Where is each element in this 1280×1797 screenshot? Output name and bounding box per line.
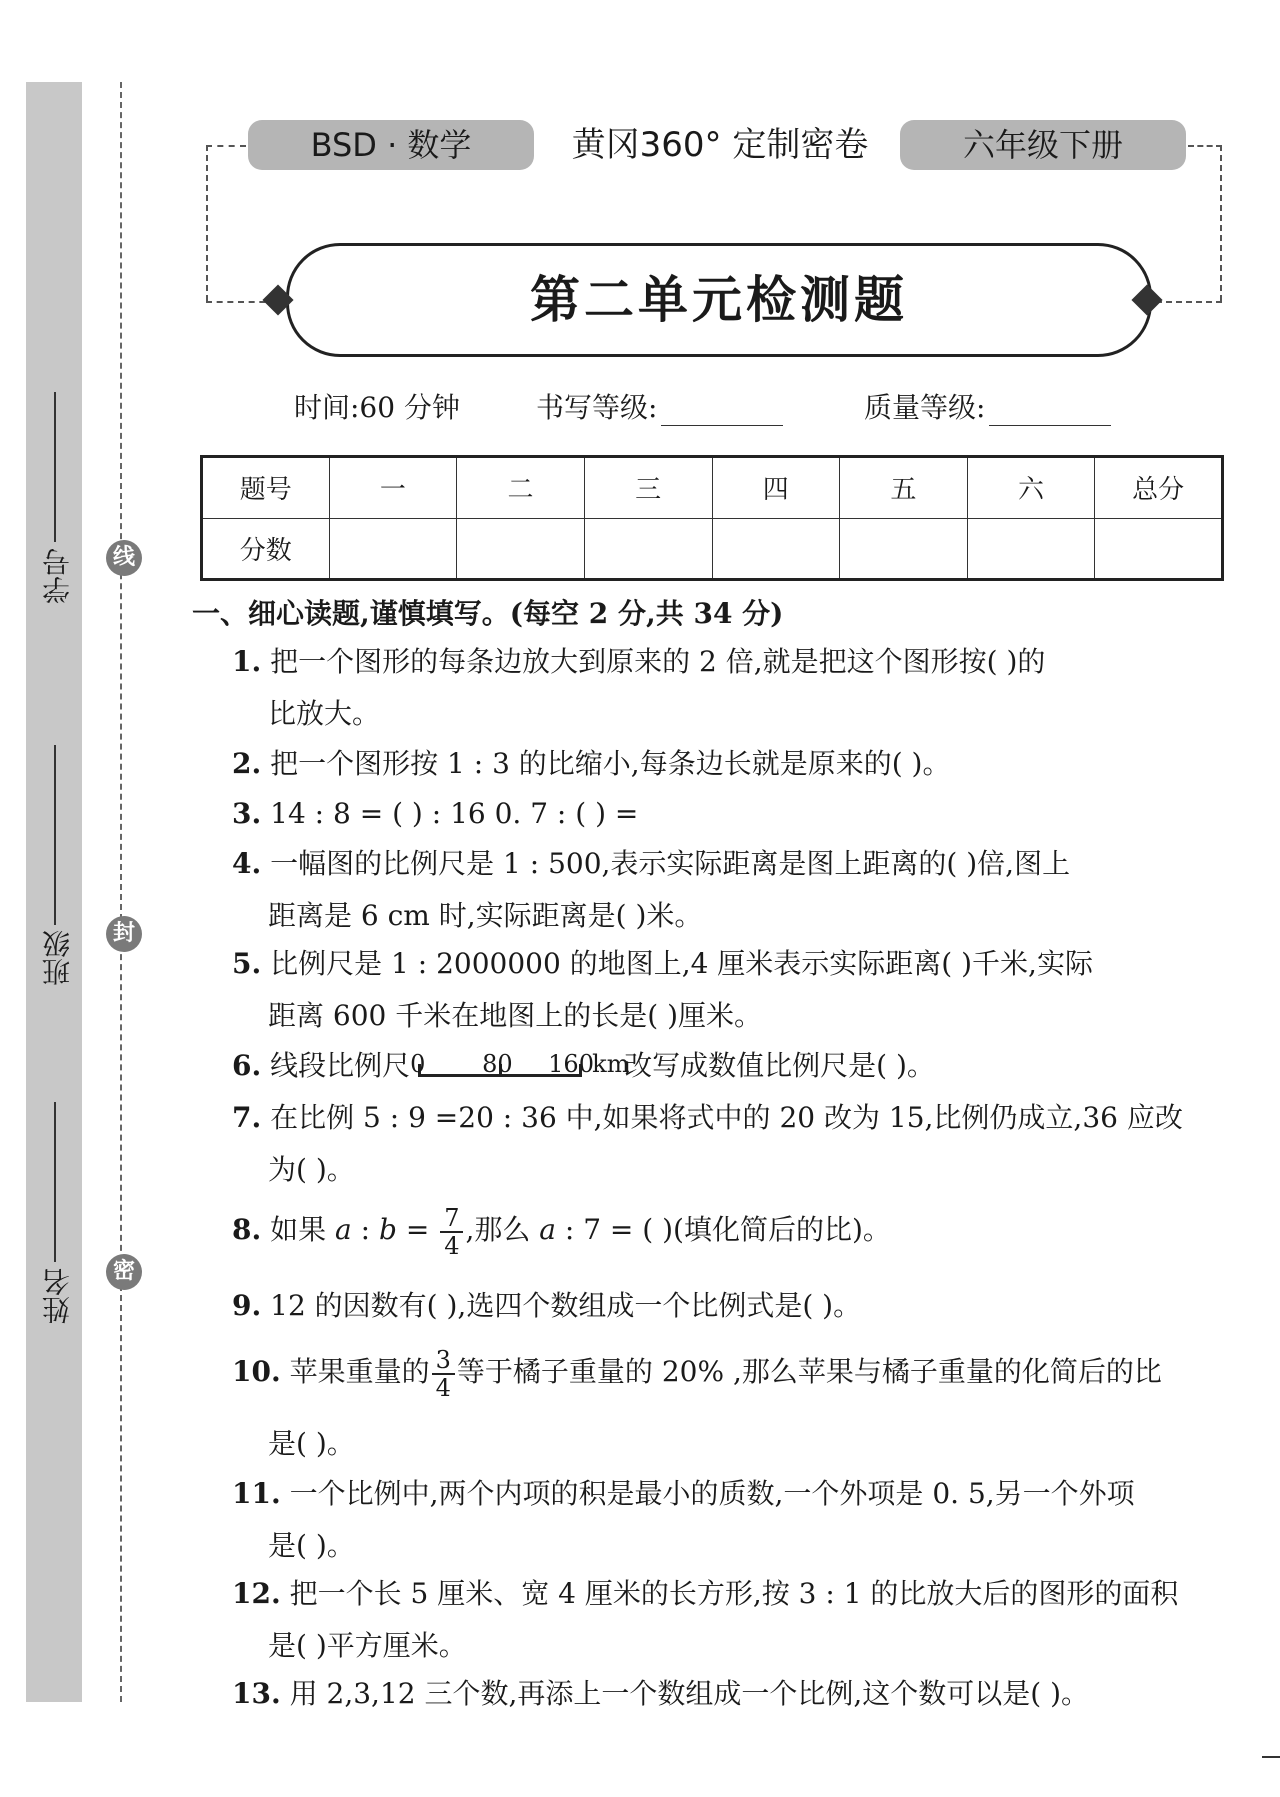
class-blank (54, 745, 56, 925)
question-text: 12 的因数有( ),选四个数组成一个比例式是( )。 (270, 1289, 862, 1322)
question-text-post: : 7 = ( )(填化简后的比)。 (555, 1213, 891, 1246)
seal-seal: 封 (106, 916, 142, 952)
score-header-row (202, 457, 1223, 519)
question-text-mid: ,那么 (465, 1213, 540, 1246)
quality-grade-blank[interactable] (989, 395, 1111, 426)
question-text: 苹果重量的 (289, 1355, 430, 1388)
question-text: 把一个图形按 1 : 3 的比缩小,每条边长就是原来的( )。 (270, 747, 951, 780)
question-2 (232, 738, 1242, 790)
question-6 (232, 1040, 1242, 1092)
question-text: 如果 (270, 1213, 336, 1246)
score-cell[interactable] (840, 518, 968, 580)
subject-pill: BSD · 数学 (248, 120, 534, 170)
student-id-blank (54, 392, 56, 542)
question-text: 一个比例中,两个内项的积是最小的质数,一个外项是 0. 5,另一个外项 (289, 1477, 1135, 1510)
score-row-label: 分数 (202, 518, 330, 580)
writing-grade (536, 386, 783, 426)
question-number: 7. (232, 1101, 262, 1134)
question-11 (232, 1468, 1242, 1572)
fraction-denominator: 4 (444, 1231, 460, 1260)
line-segment-scale (410, 1048, 630, 1088)
question-text-cont: 为( )。 (268, 1153, 355, 1186)
score-cell[interactable] (1095, 518, 1223, 580)
var-b: b (378, 1213, 397, 1246)
scale-label: 160 (548, 1049, 594, 1078)
question-text: 把一个图形的每条边放大到原来的 2 倍,就是把这个图形按( )的 (270, 645, 1046, 678)
grade-pill: 六年级下册 (900, 120, 1186, 170)
question-9 (232, 1280, 1242, 1332)
question-13 (232, 1668, 1242, 1720)
fraction-numerator: 3 (432, 1347, 455, 1375)
question-10-cont (232, 1418, 1242, 1470)
quality-grade-label: 质量等级: (864, 391, 986, 424)
score-header-cell: 五 (840, 457, 968, 519)
fraction-denominator: 4 (435, 1373, 451, 1402)
question-text-cont: 比放大。 (268, 697, 381, 730)
question-number: 1. (232, 645, 262, 678)
question-number: 5. (232, 947, 262, 980)
question-5 (232, 938, 1242, 1042)
question-number: 6. (232, 1049, 262, 1082)
frame-line-left-top (206, 145, 246, 147)
class-label: 班级 (41, 930, 74, 986)
question-number: 4. (232, 847, 262, 880)
question-number: 12. (232, 1577, 281, 1610)
question-text: 比例尺是 1 : 2000000 的地图上,4 厘米表示实际距离( )千米,实际 (270, 947, 1093, 980)
question-4 (232, 838, 1242, 942)
question-number: 3. (232, 797, 262, 830)
score-header-cell: 六 (967, 457, 1095, 519)
fraction (432, 1347, 455, 1401)
question-number: 11. (232, 1477, 281, 1510)
question-number: 13. (232, 1677, 281, 1710)
seal-secret: 密 (106, 1254, 142, 1290)
question-1 (232, 636, 1242, 740)
name-label: 姓名 (41, 1268, 74, 1324)
frame-line-left (206, 145, 208, 301)
frame-line-right-top (1188, 145, 1222, 147)
score-header-cell: 题号 (202, 457, 330, 519)
scale-label: 80 (482, 1049, 513, 1078)
question-12 (232, 1568, 1242, 1672)
question-10 (232, 1346, 1242, 1401)
scale-unit: km (592, 1049, 630, 1078)
question-text: 用 2,3,12 三个数,再添上一个数组成一个比例,这个数可以是( )。 (289, 1677, 1090, 1710)
question-text-cont: 是( )。 (268, 1529, 355, 1562)
quality-grade (864, 386, 1111, 426)
section-1-heading: 一、细心读题,谨慎填写。(每空 2 分,共 34 分) (192, 597, 784, 630)
brand-title: 黄冈360° 定制密卷 (571, 125, 869, 165)
question-text: 把一个长 5 厘米、宽 4 厘米的长方形,按 3 : 1 的比放大后的图形的面积 (289, 1577, 1179, 1610)
question-number: 2. (232, 747, 262, 780)
cut-line (120, 82, 122, 1702)
question-number: 9. (232, 1289, 262, 1322)
fraction-numerator: 7 (440, 1205, 463, 1233)
score-cell[interactable] (712, 518, 840, 580)
score-cell[interactable] (967, 518, 1095, 580)
score-cell[interactable] (457, 518, 585, 580)
seal-line: 线 (106, 540, 142, 576)
question-text-cont: 是( )。 (268, 1427, 355, 1460)
equals: = (396, 1213, 439, 1246)
time-limit: 时间:60 分钟 (294, 391, 460, 424)
frame-line-right-bottom (1156, 301, 1222, 303)
question-text: 在比例 5 : 9 =20 : 36 中,如果将式中的 20 改为 15,比例仍成立,36 应改 (270, 1101, 1183, 1134)
var-a: a (335, 1213, 352, 1246)
writing-grade-label: 书写等级: (536, 391, 658, 424)
score-header-cell: 一 (329, 457, 457, 519)
title-frame (286, 243, 1152, 357)
question-7 (232, 1092, 1242, 1196)
question-number: 8. (232, 1213, 262, 1246)
colon: : (351, 1213, 379, 1246)
question-number: 10. (232, 1355, 281, 1388)
question-text-post: 等于橘子重量的 20% ,那么苹果与橘子重量的化简后的比 (456, 1355, 1162, 1388)
score-cell[interactable] (329, 518, 457, 580)
question-text-post: 改写成数值比例尺是( )。 (624, 1049, 935, 1082)
question-text: 线段比例尺 (270, 1049, 411, 1082)
fraction (440, 1205, 463, 1259)
question-text: 一幅图的比例尺是 1 : 500,表示实际距离是图上距离的( )倍,图上 (270, 847, 1071, 880)
frame-line-right (1220, 145, 1222, 301)
question-text-cont: 距离 600 千米在地图上的长是( )厘米。 (268, 999, 762, 1032)
question-text-cont: 是( )平方厘米。 (268, 1629, 467, 1662)
score-header-cell: 二 (457, 457, 585, 519)
question-text: 14 : 8 = ( ) : 16 0. 7 : ( ) = (270, 797, 639, 830)
var-a: a (539, 1213, 556, 1246)
question-text-cont: 距离是 6 cm 时,实际距离是( )米。 (268, 899, 703, 932)
score-header-cell: 总分 (1095, 457, 1223, 519)
name-blank (54, 1102, 56, 1262)
scale-label: 0 (410, 1049, 426, 1078)
score-header-cell: 三 (584, 457, 712, 519)
student-id-label: 学号 (41, 548, 74, 604)
score-table (200, 455, 1224, 581)
score-value-row (202, 518, 1223, 580)
writing-grade-blank[interactable] (661, 395, 783, 426)
score-header-cell: 四 (712, 457, 840, 519)
question-3 (232, 788, 1242, 840)
page-title: 第二单元检测题 (530, 270, 908, 329)
score-cell[interactable] (584, 518, 712, 580)
question-8 (232, 1204, 1242, 1259)
page-edge-mark (1262, 1756, 1280, 1758)
